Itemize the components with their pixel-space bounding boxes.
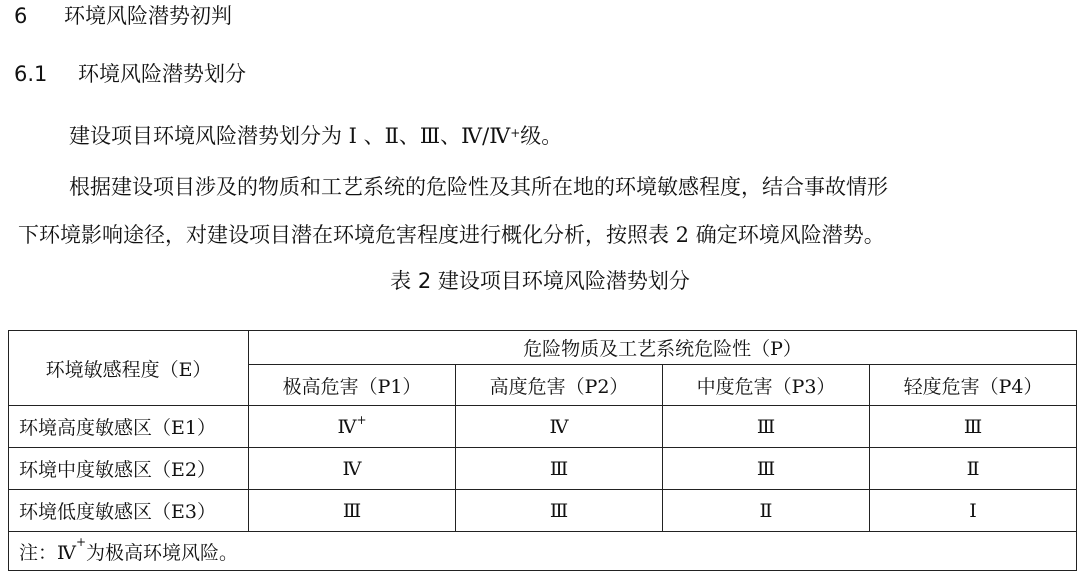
row-label-e2: 环境中度敏感区（E2） (9, 448, 249, 490)
superscript-plus: + (510, 126, 521, 140)
cell-e2-p2: Ⅲ (456, 448, 663, 490)
column-header-p3: 中度危害（P3） (663, 365, 870, 406)
cell-e3-p1: Ⅲ (249, 490, 456, 532)
cell-e2-p3: Ⅲ (663, 448, 870, 490)
table-row-e2 (9, 448, 1077, 490)
cell-e2-p1: Ⅳ (249, 448, 456, 490)
section-title: 环境风险潜势初判 (64, 4, 232, 28)
table-header-row-1 (9, 331, 1077, 365)
table-caption: 表 2 建设项目环境风险潜势划分 (390, 269, 690, 293)
row-label-e3: 环境低度敏感区（E3） (9, 490, 249, 532)
cell-e1-p1-value: Ⅳ (337, 415, 357, 438)
cell-e1-p3: Ⅲ (663, 406, 870, 448)
cell-e1-p2: Ⅳ (456, 406, 663, 448)
group-header: 危险物质及工艺系统危险性（P） (249, 331, 1077, 365)
section-number: 6 (14, 4, 28, 28)
cell-e3-p2: Ⅲ (456, 490, 663, 532)
table-note-superscript: + (75, 534, 87, 549)
subsection-number: 6.1 (14, 62, 48, 86)
column-header-p2: 高度危害（P2） (456, 365, 663, 406)
row-label-e1: 环境高度敏感区（E1） (9, 406, 249, 448)
column-header-p4: 轻度危害（P4） (870, 365, 1077, 406)
cell-e1-p1 (249, 406, 456, 448)
paragraph-method-line-1: 根据建设项目涉及的物质和工艺系统的危险性及其所在地的环境敏感程度，结合事故情形 (69, 175, 888, 199)
paragraph-risk-levels-end: 级。 (520, 124, 563, 148)
table-note-prefix: 注：Ⅳ (19, 541, 76, 564)
paragraph-method-line-2: 下环境影响途径，对建设项目潜在环境危害程度进行概化分析，按照表 2 确定环境风险潜势。 (18, 223, 885, 247)
table-note (9, 532, 1077, 571)
table-row-e3 (9, 490, 1077, 532)
cell-e1-p1-superscript: + (356, 412, 367, 427)
table-note-suffix: 为极高环境风险。 (86, 541, 239, 564)
section-heading (14, 1, 232, 31)
table-note-row (9, 532, 1077, 571)
subsection-title: 环境风险潜势划分 (78, 62, 246, 86)
cell-e1-p4: Ⅲ (870, 406, 1077, 448)
column-header-p1: 极高危害（P1） (249, 365, 456, 406)
paragraph-risk-levels-text: 建设项目环境风险潜势划分为 Ⅰ 、Ⅱ、Ⅲ、Ⅳ/Ⅳ (69, 124, 511, 148)
cell-e2-p4: Ⅱ (870, 448, 1077, 490)
paragraph-risk-levels (69, 121, 562, 151)
subsection-heading (14, 59, 246, 89)
table-row-e1 (9, 406, 1077, 448)
cell-e3-p3: Ⅱ (663, 490, 870, 532)
corner-header: 环境敏感程度（E） (9, 331, 249, 406)
cell-e3-p4: Ⅰ (870, 490, 1077, 532)
risk-potential-table (8, 330, 1077, 571)
